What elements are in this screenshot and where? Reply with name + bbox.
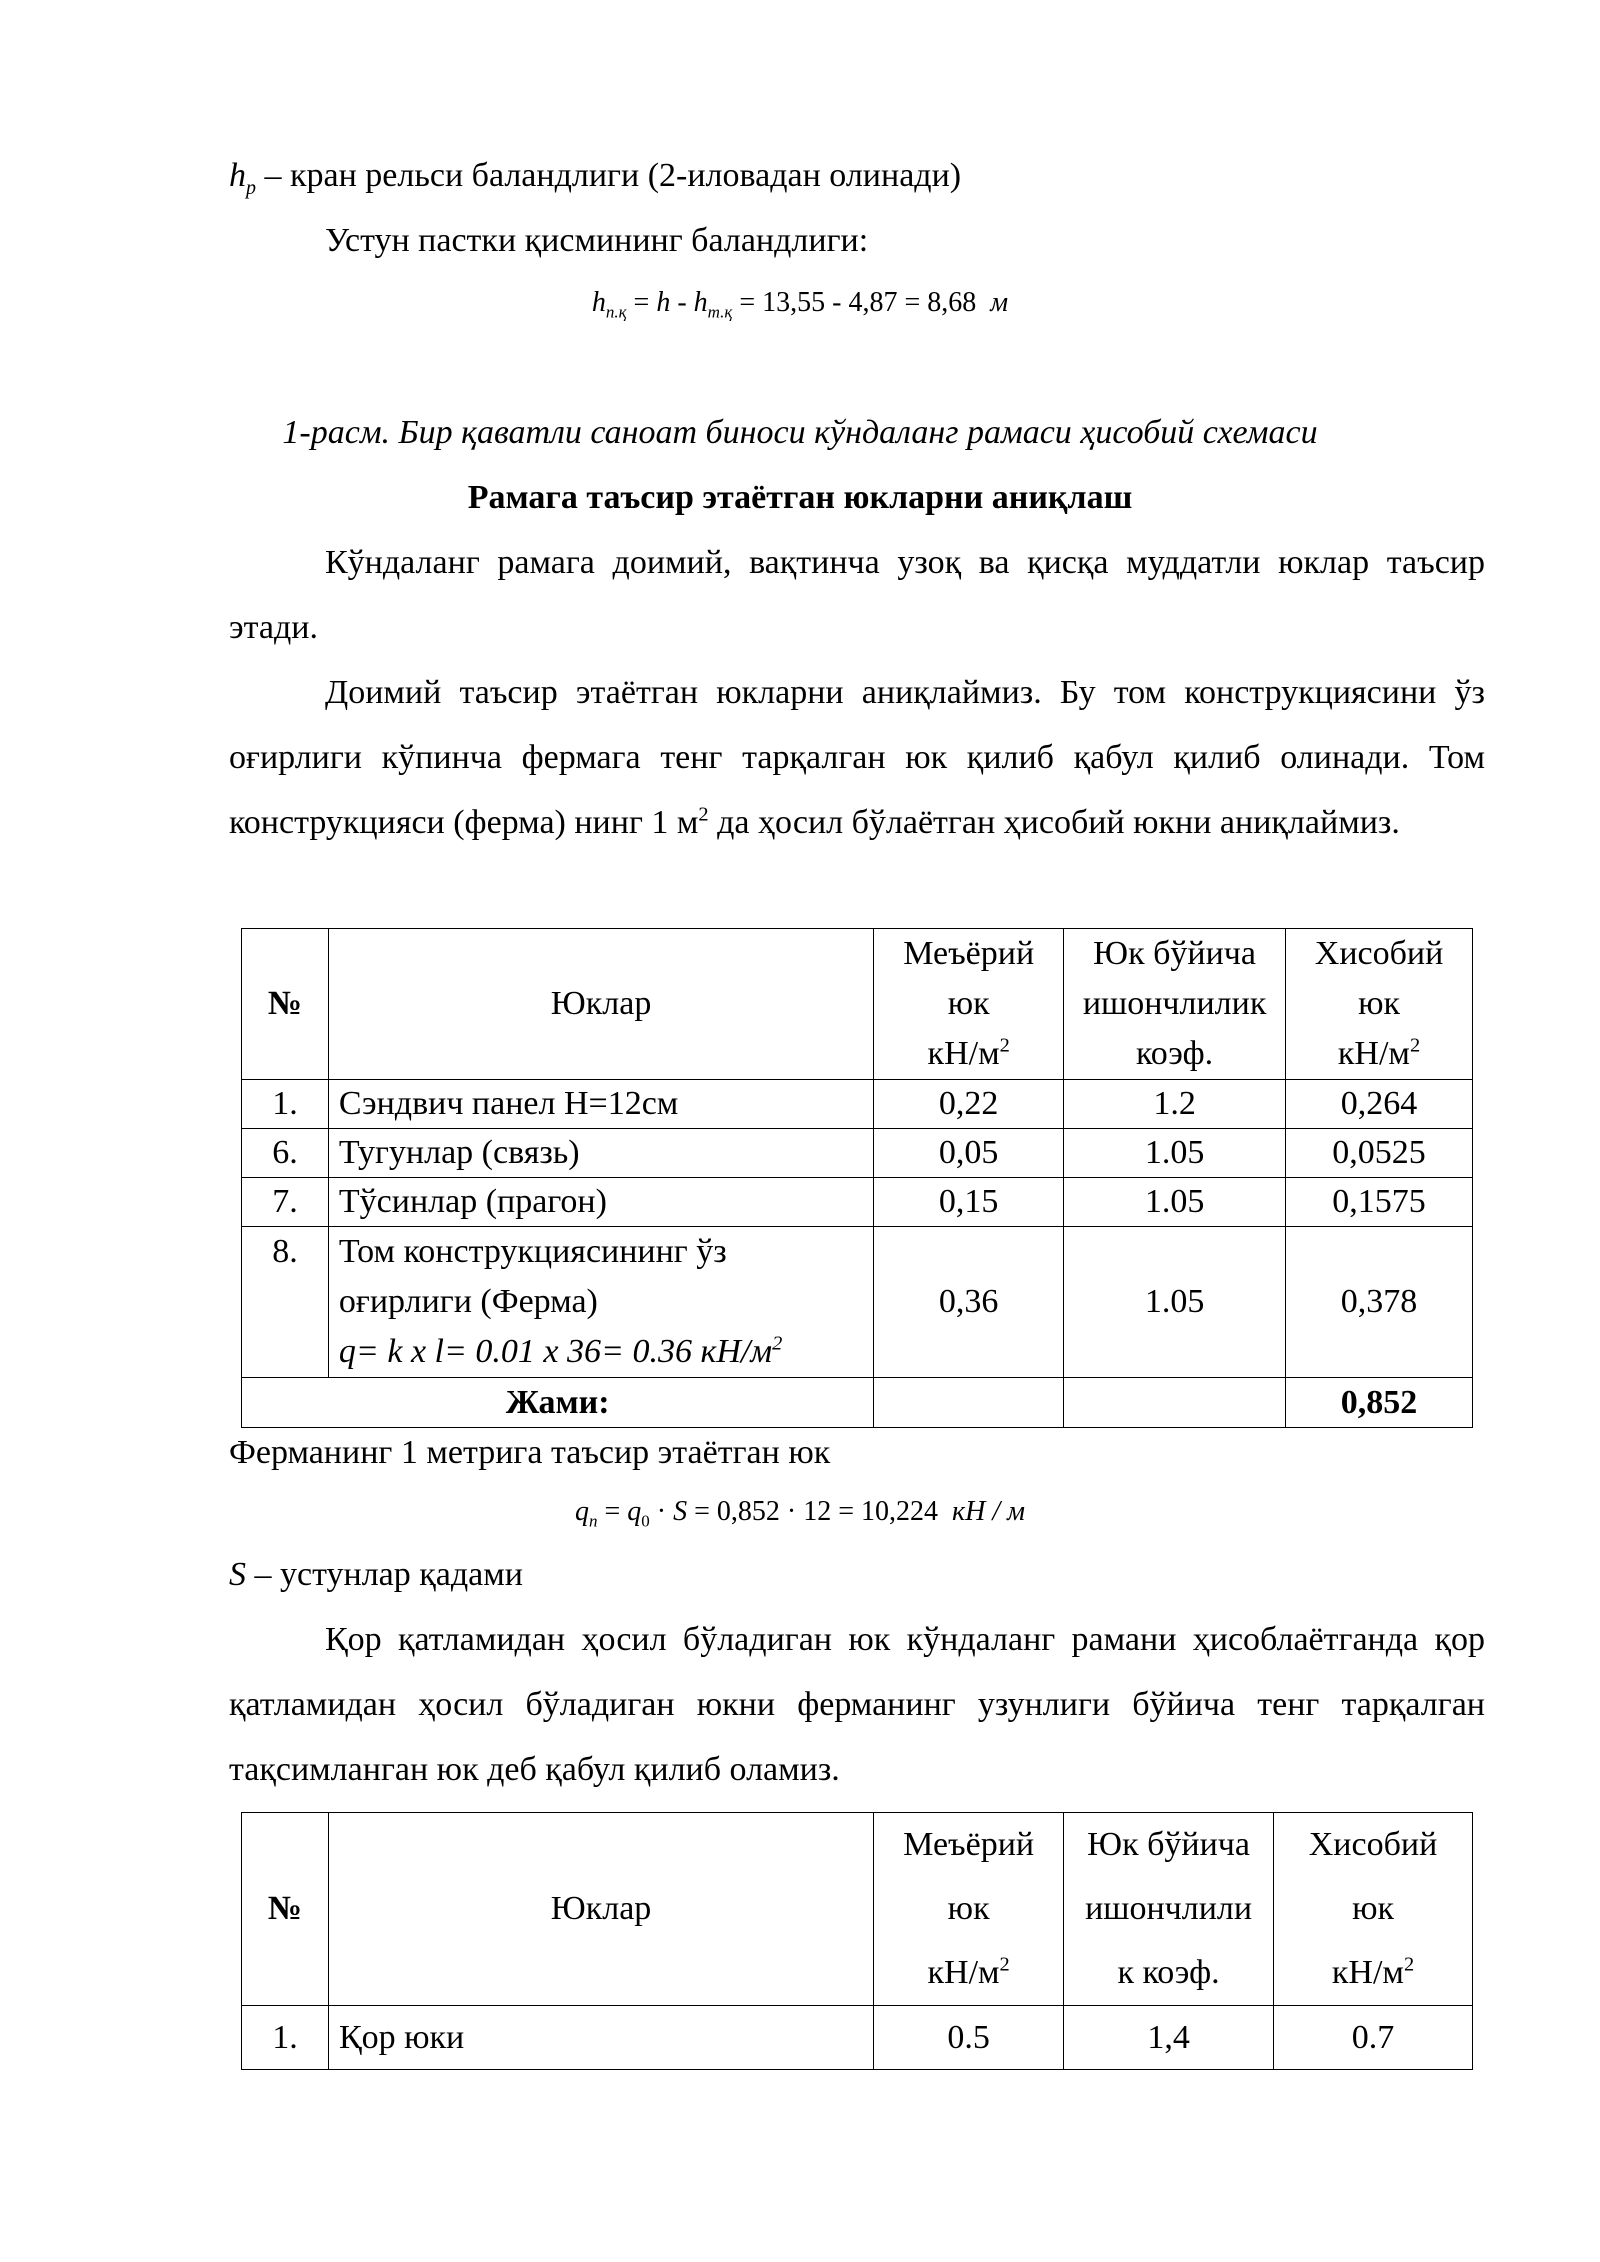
row8-line3-sup: 2 xyxy=(772,1332,783,1355)
header-coef-l3: к коэф. xyxy=(1117,1954,1220,1991)
header-loads: Юклар xyxy=(328,929,873,1080)
column-height-intro: Устун пастки қисмининг баландлиги: xyxy=(325,222,869,259)
row-calc: 0,1575 xyxy=(1286,1178,1473,1227)
f1-rest: = 13,55 - 4,87 = 8,68 xyxy=(732,287,977,318)
row-coef: 1.05 xyxy=(1064,1129,1286,1178)
row-coef: 1.05 xyxy=(1064,1227,1286,1378)
row-calc: 0,264 xyxy=(1286,1080,1473,1129)
row-name: Сэндвич панел Н=12см xyxy=(328,1080,873,1129)
rail-height-definition xyxy=(229,143,1485,208)
header-coef-l2: ишончлили xyxy=(1085,1890,1253,1927)
header-calc-l1: Хисобий xyxy=(1314,935,1444,972)
formula-column-height xyxy=(0,283,1600,323)
table-row xyxy=(242,1129,1473,1178)
header-coef-l3: коэф. xyxy=(1136,1035,1214,1072)
p4-sup: 2 xyxy=(698,803,709,826)
f1-minus: - xyxy=(670,287,694,318)
header-calc-l2: юк xyxy=(1358,985,1400,1022)
f2-q: q xyxy=(575,1496,589,1527)
section-heading: Рамага таъсир этаётган юкларни аниқлаш xyxy=(467,479,1133,516)
header-norm-l3: кН/м xyxy=(927,1954,1000,1991)
rail-height-text: – кран рельси баландлиги (2-иловадан олинади) xyxy=(256,157,962,194)
header-num: № xyxy=(242,1813,329,2006)
f2-unit: кН / м xyxy=(952,1496,1025,1527)
column-step-definition xyxy=(229,1542,1485,1607)
header-calc-l1: Хисобий xyxy=(1308,1826,1438,1863)
row-num: 1. xyxy=(242,1080,329,1129)
paragraph-snow-load: Қор қатламидан ҳосил бўладиган юк кўндаланг рамани ҳисоблаётганда қор қатламидан ҳосил бўладиган юкни ферманинг узунлиги бўйича тенг тарқалган тақсимланган юк деб қабул қилиб оламиз. xyxy=(229,1621,1485,1788)
header-coef xyxy=(1064,929,1286,1080)
f1-h: h xyxy=(656,287,671,318)
row-calc: 0,378 xyxy=(1286,1227,1473,1378)
f1-lhs-sub: п.қ xyxy=(605,302,627,322)
paragraph-permanent-loads xyxy=(229,660,1485,855)
p4-after: да ҳосил бўлаётган ҳисобий юкни аниқлаймиз. xyxy=(708,804,1400,841)
table-row xyxy=(242,1227,1473,1378)
column-step-text: – устунлар қадами xyxy=(246,1556,523,1593)
var-h: h xyxy=(229,157,246,194)
f2-rest: = 0,852 · 12 = 10,224 xyxy=(687,1496,939,1527)
row-coef: 1.2 xyxy=(1064,1080,1286,1129)
row-num: 7. xyxy=(242,1178,329,1227)
row8-line2: оғирлиги (Ферма) xyxy=(338,1283,598,1320)
header-norm-l3: кН/м xyxy=(927,1035,1000,1072)
f1-lhs: h xyxy=(591,287,606,318)
row-calc: 0.7 xyxy=(1274,2006,1473,2070)
header-calc xyxy=(1274,1813,1473,2006)
f2-q-sub: п xyxy=(589,1511,598,1531)
row-norm: 0,36 xyxy=(874,1227,1064,1378)
header-coef-l1: Юк бўйича xyxy=(1093,935,1257,972)
header-norm-l2: юк xyxy=(947,985,990,1022)
row-name: Тугунлар (связь) xyxy=(328,1129,873,1178)
f1-eq: = xyxy=(626,287,657,318)
f1-h2-sub: т.қ xyxy=(707,302,733,322)
f2-q0-sub: 0 xyxy=(641,1511,650,1531)
header-norm xyxy=(874,929,1064,1080)
snow-load-table xyxy=(241,1812,1473,2070)
row-norm: 0,22 xyxy=(874,1080,1064,1129)
header-num: № xyxy=(242,929,329,1080)
p4-before: Доимий таъсир этаётган юкларни аниқлаймиз. Бу том конструкциясини ўз оғирлиги кўпинча фермага тенг тарқалган юк қилиб қабул қилиб олинади. Том конструкцияси (ферма) нинг 1 м xyxy=(229,674,1485,841)
row8-line3: q= k x l= 0.01 x 36= 0.36 кН/м xyxy=(338,1333,773,1370)
header-calc xyxy=(1286,929,1473,1080)
header-coef xyxy=(1064,1813,1274,2006)
f2-s: S xyxy=(673,1496,688,1527)
row-coef: 1,4 xyxy=(1064,2006,1274,2070)
header-calc-sup: 2 xyxy=(1409,1034,1421,1057)
header-norm-l2: юк xyxy=(947,1890,990,1927)
table-header-row xyxy=(242,929,1473,1080)
permanent-loads-table xyxy=(241,928,1473,1428)
table-row xyxy=(242,1178,1473,1227)
row-name: Қор юки xyxy=(328,2006,873,2070)
formula-truss-load xyxy=(0,1492,1600,1532)
var-h-sub: р xyxy=(246,176,256,199)
row-norm: 0.5 xyxy=(874,2006,1064,2070)
f2-mid: · xyxy=(649,1496,674,1527)
figure-caption: 1-расм. Бир қаватли саноат биноси кўндаланг рамаси ҳисобий схемаси xyxy=(282,414,1318,451)
row-num: 1. xyxy=(242,2006,329,2070)
row-norm: 0,05 xyxy=(874,1129,1064,1178)
f1-h2: h xyxy=(693,287,708,318)
paragraph-loads-types: Кўндаланг рамага доимий, вақтинча узоқ ва қисқа муддатли юклар таъсир этади. xyxy=(229,544,1485,646)
total-calc: 0,852 xyxy=(1286,1378,1473,1428)
header-coef-l1: Юк бўйича xyxy=(1087,1826,1250,1863)
header-loads: Юклар xyxy=(328,1813,873,2006)
total-label: Жами: xyxy=(242,1378,874,1428)
row8-line1: Том конструкциясининг ўз xyxy=(338,1233,727,1270)
header-coef-l2: ишончлилик xyxy=(1082,985,1267,1022)
row-num: 6. xyxy=(242,1129,329,1178)
f1-unit: м xyxy=(990,287,1009,318)
table-header-row xyxy=(242,1813,1473,2006)
row-name xyxy=(328,1227,873,1378)
header-calc-sup: 2 xyxy=(1403,1953,1415,1976)
row-coef: 1.05 xyxy=(1064,1178,1286,1227)
header-calc-l3: кН/м xyxy=(1337,1035,1410,1072)
table-row xyxy=(242,2006,1473,2070)
header-norm-l1: Меъёрий xyxy=(903,1826,1035,1863)
f2-eq: = xyxy=(597,1496,628,1527)
truss-load-intro: Ферманинг 1 метрига таъсир этаётган юк xyxy=(229,1434,831,1471)
header-calc-l3: кН/м xyxy=(1331,1954,1404,1991)
row-name: Тўсинлар (прагон) xyxy=(328,1178,873,1227)
row-num: 8. xyxy=(242,1227,329,1378)
header-norm xyxy=(874,1813,1064,2006)
table-row xyxy=(242,1080,1473,1129)
var-s: S xyxy=(229,1556,246,1593)
f2-q0: q xyxy=(627,1496,642,1527)
row-calc: 0,0525 xyxy=(1286,1129,1473,1178)
row-norm: 0,15 xyxy=(874,1178,1064,1227)
header-calc-l2: юк xyxy=(1352,1890,1394,1927)
header-norm-sup: 2 xyxy=(999,1034,1010,1057)
header-norm-sup: 2 xyxy=(999,1953,1010,1976)
header-norm-l1: Меъёрий xyxy=(903,935,1035,972)
